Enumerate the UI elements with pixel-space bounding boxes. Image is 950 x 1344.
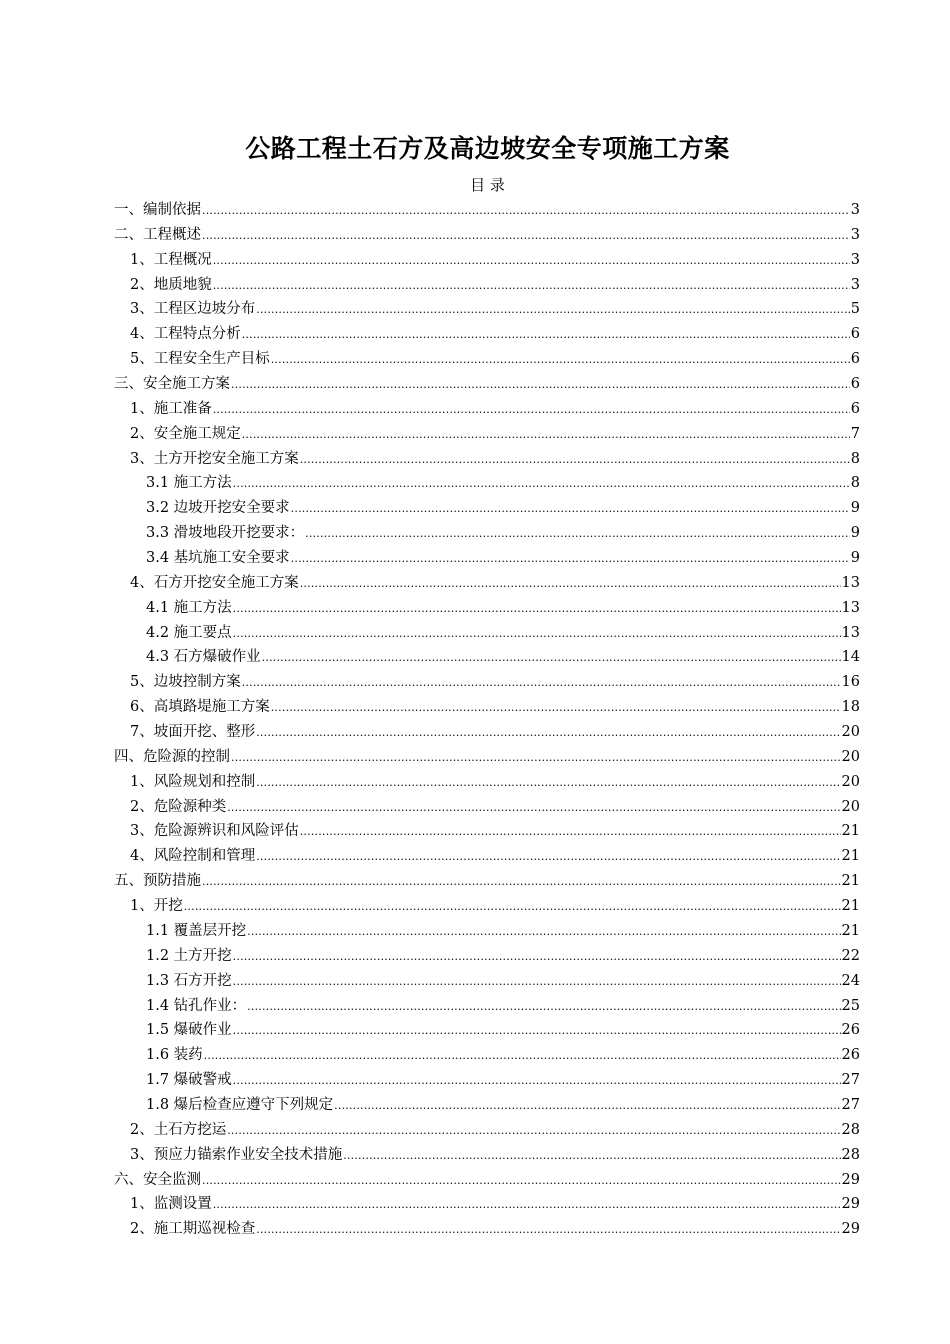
toc-dot-leader xyxy=(256,298,850,322)
toc-entry-title: 1.6 装药 xyxy=(146,1047,203,1064)
toc-dot-leader xyxy=(300,448,850,472)
toc-entry[interactable] xyxy=(114,521,860,546)
toc-entry-title: 3.4 基坑施工安全要求 xyxy=(146,550,290,567)
toc-entry-page-number: 28 xyxy=(841,1121,860,1138)
toc-entry-page-number: 8 xyxy=(850,475,860,492)
toc-entry-title: 5、工程安全生产目标 xyxy=(130,351,270,368)
toc-dot-leader xyxy=(233,597,841,621)
toc-dot-leader xyxy=(256,1218,840,1242)
table-of-contents xyxy=(114,198,860,1242)
toc-entry[interactable] xyxy=(114,819,860,844)
toc-dot-leader xyxy=(247,920,840,944)
toc-entry-page-number: 26 xyxy=(841,1047,860,1064)
toc-dot-leader xyxy=(233,945,841,969)
toc-dot-leader xyxy=(213,1193,841,1217)
toc-dot-leader xyxy=(305,522,850,546)
toc-dot-leader xyxy=(256,771,840,795)
toc-entry-title: 1.8 爆后检查应遵守下列规定 xyxy=(146,1096,334,1113)
toc-entry-title: 1、开挖 xyxy=(130,898,183,915)
toc-entry-title: 4.1 施工方法 xyxy=(146,599,232,616)
toc-dot-leader xyxy=(231,373,850,397)
toc-entry[interactable] xyxy=(114,770,860,795)
toc-entry-page-number: 14 xyxy=(841,649,860,666)
toc-entry-title: 一、编制依据 xyxy=(114,202,201,218)
toc-entry[interactable] xyxy=(114,372,860,397)
toc-dot-leader xyxy=(233,622,841,646)
toc-entry[interactable] xyxy=(114,1018,860,1043)
toc-entry-page-number: 9 xyxy=(850,525,860,542)
toc-entry[interactable] xyxy=(114,1118,860,1143)
toc-entry[interactable] xyxy=(114,496,860,521)
toc-entry[interactable] xyxy=(114,1043,860,1068)
toc-entry[interactable] xyxy=(114,869,860,894)
toc-entry[interactable] xyxy=(114,596,860,621)
toc-entry-page-number: 3 xyxy=(850,251,860,268)
toc-entry[interactable] xyxy=(114,720,860,745)
toc-entry[interactable] xyxy=(114,670,860,695)
toc-entry-page-number: 21 xyxy=(841,848,860,865)
toc-dot-leader xyxy=(242,423,850,447)
toc-heading: 目 录 xyxy=(470,176,505,194)
toc-entry-page-number: 6 xyxy=(850,351,860,368)
toc-entry-title: 四、危险源的控制 xyxy=(114,748,230,765)
toc-entry-title: 1.5 爆破作业 xyxy=(146,1022,232,1039)
toc-entry-page-number: 13 xyxy=(841,624,860,641)
toc-entry[interactable] xyxy=(114,248,860,273)
toc-entry-page-number: 27 xyxy=(841,1072,860,1089)
toc-entry-page-number: 5 xyxy=(850,301,860,318)
toc-entry[interactable] xyxy=(114,273,860,298)
toc-entry-page-number: 25 xyxy=(841,997,860,1014)
toc-dot-leader xyxy=(242,323,850,347)
toc-entry-title: 六、安全监测 xyxy=(114,1171,201,1188)
toc-entry-title: 3、预应力锚索作业安全技术措施 xyxy=(130,1146,343,1163)
toc-dot-leader xyxy=(213,249,850,273)
toc-entry-page-number: 21 xyxy=(841,873,860,890)
toc-entry-title: 2、土石方挖运 xyxy=(130,1121,227,1138)
toc-entry-title: 2、安全施工规定 xyxy=(130,425,241,442)
toc-entry-title: 五、预防措施 xyxy=(114,873,201,890)
toc-entry[interactable] xyxy=(114,1093,860,1118)
toc-dot-leader xyxy=(233,472,850,496)
toc-entry-page-number: 29 xyxy=(841,1171,860,1188)
toc-entry[interactable] xyxy=(114,546,860,571)
toc-entry-title: 1.2 土方开挖 xyxy=(146,947,232,964)
toc-entry-title: 3.2 边坡开挖安全要求 xyxy=(146,500,290,517)
toc-entry-title: 1.1 覆盖层开挖 xyxy=(146,922,247,939)
toc-dot-leader xyxy=(256,721,840,745)
toc-entry-page-number: 29 xyxy=(841,1221,860,1238)
toc-entry-page-number: 20 xyxy=(841,798,860,815)
toc-dot-leader xyxy=(233,1019,841,1043)
toc-entry[interactable] xyxy=(114,695,860,720)
toc-entry-page-number: 3 xyxy=(850,202,860,218)
toc-entry-page-number: 6 xyxy=(850,400,860,417)
toc-entry-title: 2、施工期巡视检查 xyxy=(130,1221,256,1238)
toc-entry-title: 2、危险源种类 xyxy=(130,798,227,815)
toc-dot-leader xyxy=(291,547,850,571)
toc-entry[interactable] xyxy=(114,471,860,496)
toc-entry-title: 6、高填路堤施工方案 xyxy=(130,699,270,716)
toc-entry-page-number: 8 xyxy=(850,450,860,467)
toc-entry-title: 1、工程概况 xyxy=(130,251,212,268)
toc-dot-leader xyxy=(202,1169,841,1193)
toc-entry-page-number: 9 xyxy=(850,550,860,567)
toc-entry-page-number: 16 xyxy=(841,674,860,691)
toc-dot-leader xyxy=(202,199,850,223)
toc-entry-title: 4、风险控制和管理 xyxy=(130,848,256,865)
toc-dot-leader xyxy=(300,820,841,844)
document-title: 公路工程土石方及高边坡安全专项施工方案 xyxy=(245,134,730,163)
toc-dot-leader xyxy=(262,646,841,670)
toc-entry[interactable] xyxy=(114,347,860,372)
toc-dot-leader xyxy=(300,572,841,596)
toc-entry-title: 4.3 石方爆破作业 xyxy=(146,649,261,666)
toc-entry-page-number: 24 xyxy=(841,972,860,989)
toc-entry[interactable] xyxy=(114,1068,860,1093)
toc-entry[interactable] xyxy=(114,297,860,322)
toc-entry-title: 1.3 石方开挖 xyxy=(146,972,232,989)
toc-dot-leader xyxy=(184,895,841,919)
toc-dot-leader xyxy=(291,497,850,521)
toc-entry-page-number: 21 xyxy=(841,823,860,840)
toc-entry[interactable] xyxy=(114,1192,860,1217)
toc-entry-title: 4.2 施工要点 xyxy=(146,624,232,641)
toc-entry[interactable] xyxy=(114,1217,860,1242)
toc-entry[interactable] xyxy=(114,223,860,248)
toc-entry-title: 3、土方开挖安全施工方案 xyxy=(130,450,299,467)
toc-dot-leader xyxy=(256,845,840,869)
toc-entry[interactable] xyxy=(114,447,860,472)
toc-entry-title: 5、边坡控制方案 xyxy=(130,674,241,691)
toc-entry-title: 3.3 滑坡地段开挖要求： xyxy=(146,525,305,542)
toc-entry-page-number: 26 xyxy=(841,1022,860,1039)
toc-entry-page-number: 13 xyxy=(841,574,860,591)
toc-entry-page-number: 22 xyxy=(841,947,860,964)
toc-entry[interactable] xyxy=(114,645,860,670)
toc-entry-title: 4、工程特点分析 xyxy=(130,326,241,343)
toc-entry-title: 三、安全施工方案 xyxy=(114,376,230,393)
toc-entry[interactable] xyxy=(114,919,860,944)
toc-entry-title: 1、施工准备 xyxy=(130,400,212,417)
toc-dot-leader xyxy=(213,398,850,422)
toc-entry-page-number: 18 xyxy=(841,699,860,716)
toc-entry[interactable] xyxy=(114,795,860,820)
toc-entry[interactable] xyxy=(114,844,860,869)
toc-entry-page-number: 20 xyxy=(841,773,860,790)
toc-entry[interactable] xyxy=(114,1168,860,1193)
toc-entry-page-number: 13 xyxy=(841,599,860,616)
toc-entry-page-number: 3 xyxy=(850,226,860,243)
toc-entry-page-number: 29 xyxy=(841,1196,860,1213)
toc-dot-leader xyxy=(204,1044,841,1068)
toc-entry-title: 1、风险规划和控制 xyxy=(130,773,256,790)
toc-entry[interactable] xyxy=(114,969,860,994)
toc-entry-page-number: 20 xyxy=(841,748,860,765)
toc-entry-page-number: 20 xyxy=(841,724,860,741)
toc-entry-title: 3、工程区边坡分布 xyxy=(130,301,256,318)
toc-dot-leader xyxy=(271,696,841,720)
toc-entry[interactable] xyxy=(114,944,860,969)
toc-entry-page-number: 7 xyxy=(850,425,860,442)
toc-entry-page-number: 28 xyxy=(841,1146,860,1163)
toc-dot-leader xyxy=(271,348,850,372)
toc-entry-title: 1.7 爆破警戒 xyxy=(146,1072,232,1089)
toc-dot-leader xyxy=(202,870,841,894)
toc-entry-title: 3.1 施工方法 xyxy=(146,475,232,492)
toc-entry-page-number: 6 xyxy=(850,326,860,343)
toc-entry-title: 二、工程概述 xyxy=(114,226,201,243)
toc-entry-page-number: 6 xyxy=(850,376,860,393)
toc-entry-title: 3、危险源辨识和风险评估 xyxy=(130,823,299,840)
toc-entry-page-number: 3 xyxy=(850,276,860,293)
toc-entry[interactable] xyxy=(114,994,860,1019)
toc-dot-leader xyxy=(233,1069,841,1093)
toc-entry-title: 2、地质地貌 xyxy=(130,276,212,293)
toc-dot-leader xyxy=(247,995,840,1019)
toc-entry-page-number: 27 xyxy=(841,1096,860,1113)
toc-entry[interactable] xyxy=(114,198,860,223)
toc-entry[interactable] xyxy=(114,745,860,770)
toc-entry-page-number: 21 xyxy=(841,922,860,939)
toc-entry-title: 4、石方开挖安全施工方案 xyxy=(130,574,299,591)
toc-entry[interactable] xyxy=(114,894,860,919)
toc-entry-title: 1、监测设置 xyxy=(130,1196,212,1213)
toc-dot-leader xyxy=(334,1094,840,1118)
toc-entry[interactable] xyxy=(114,322,860,347)
toc-entry-title: 1.4 钻孔作业： xyxy=(146,997,247,1014)
toc-dot-leader xyxy=(202,224,850,248)
toc-entry[interactable] xyxy=(114,571,860,596)
toc-dot-leader xyxy=(233,970,841,994)
toc-entry[interactable] xyxy=(114,397,860,422)
toc-dot-leader xyxy=(213,274,850,298)
toc-entry[interactable] xyxy=(114,1143,860,1168)
toc-dot-leader xyxy=(242,671,841,695)
toc-dot-leader xyxy=(227,796,840,820)
toc-entry-page-number: 9 xyxy=(850,500,860,517)
toc-entry-page-number: 21 xyxy=(841,898,860,915)
toc-entry[interactable] xyxy=(114,621,860,646)
toc-entry-title: 7、坡面开挖、整形 xyxy=(130,724,256,741)
toc-dot-leader xyxy=(227,1119,840,1143)
toc-entry[interactable] xyxy=(114,422,860,447)
toc-dot-leader xyxy=(231,746,841,770)
toc-dot-leader xyxy=(343,1144,840,1168)
